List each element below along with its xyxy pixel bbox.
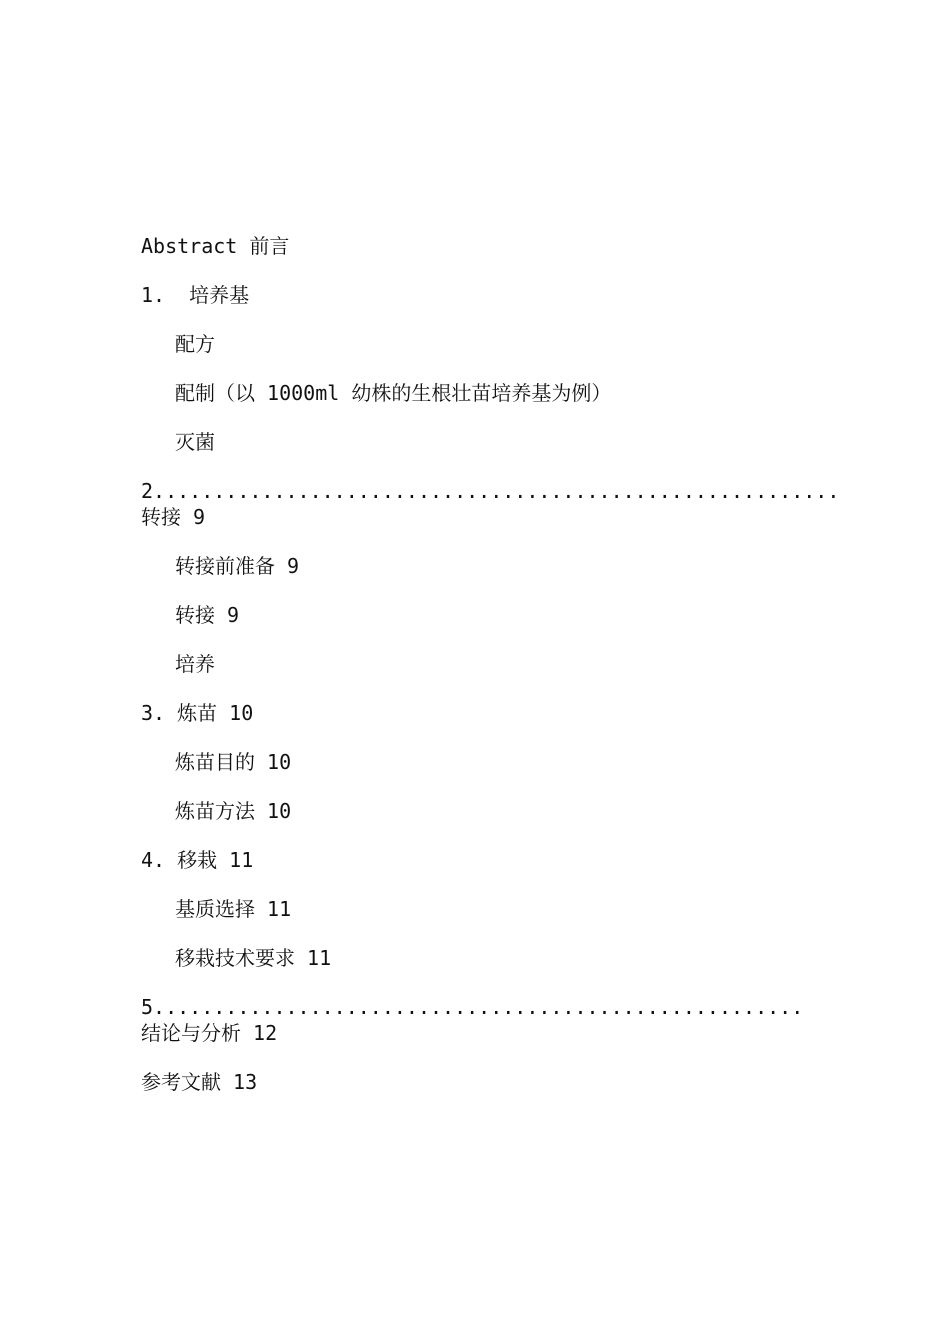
toc-item-1-2: 配制（以 1000ml 幼株的生根壮苗培养基为例）	[175, 381, 612, 405]
table-of-contents	[141, 233, 840, 1095]
toc-section-4: 4. 移栽 11	[141, 848, 254, 872]
toc-section-5: 5......................................................结论与分析 12	[141, 995, 804, 1045]
toc-references: 参考文献 13	[141, 1070, 258, 1094]
toc-item-4-2: 移栽技术要求 11	[175, 946, 332, 970]
toc-item-1-3: 灭菌	[175, 430, 215, 454]
toc-item-2-1: 转接前准备 9	[175, 554, 300, 578]
toc-item-4-1: 基质选择 11	[175, 897, 292, 921]
toc-item-3-2: 炼苗方法 10	[175, 799, 292, 823]
toc-item-3-1: 炼苗目的 10	[175, 750, 292, 774]
toc-item-2-3: 培养	[175, 652, 215, 676]
toc-section-2: 2.........................................................转接 9	[141, 479, 840, 529]
toc-abstract: Abstract 前言	[141, 234, 290, 258]
toc-section-1: 1. 培养基	[141, 283, 250, 307]
toc-section-3: 3. 炼苗 10	[141, 701, 254, 725]
toc-item-2-2: 转接 9	[175, 603, 240, 627]
toc-item-1-1: 配方	[175, 332, 215, 356]
